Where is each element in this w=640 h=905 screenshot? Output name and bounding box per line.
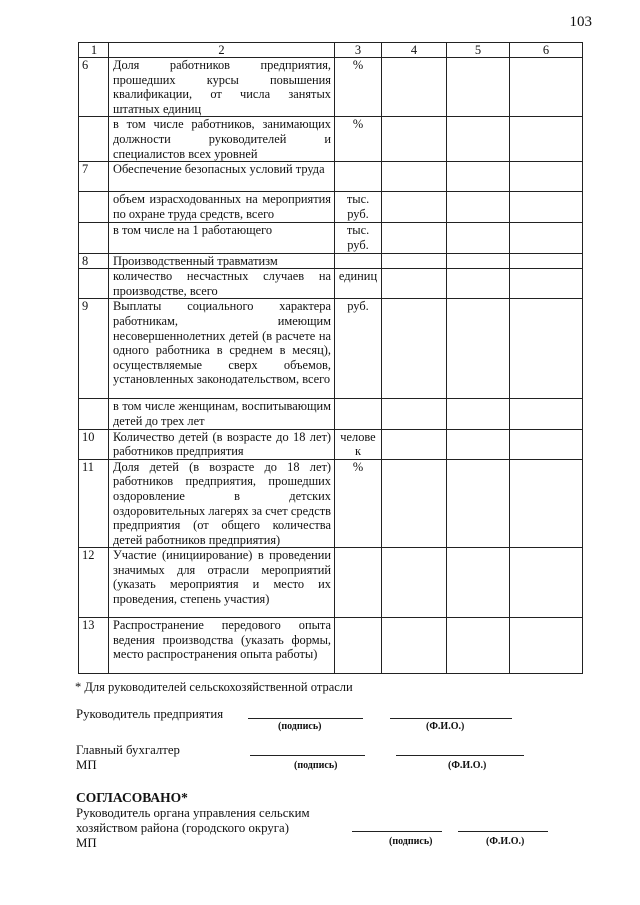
indicator-name: объем израсходованных на мероприятия по охране труда средств, всего xyxy=(109,192,335,223)
indicator-name: Количество детей (в возрасте до 18 лет) работников предприятия xyxy=(109,429,335,459)
value-cell[interactable] xyxy=(510,162,583,192)
row-number: 10 xyxy=(79,429,109,459)
value-cell[interactable] xyxy=(382,548,447,618)
unit-of-measure xyxy=(335,548,382,618)
indicators-table xyxy=(78,42,583,674)
value-cell[interactable] xyxy=(510,253,583,269)
agreed-name-line[interactable] xyxy=(458,831,548,832)
value-cell[interactable] xyxy=(510,117,583,162)
value-cell[interactable] xyxy=(382,117,447,162)
row-number: 12 xyxy=(79,548,109,618)
table-header-row xyxy=(79,43,583,58)
unit-of-measure xyxy=(335,399,382,429)
accountant-name-line[interactable] xyxy=(396,755,524,756)
agreed-name-hint: (Ф.И.О.) xyxy=(486,836,525,847)
unit-of-measure: % xyxy=(335,58,382,117)
value-cell[interactable] xyxy=(382,58,447,117)
table-row xyxy=(79,459,583,548)
indicator-name: в том числе женщинам, воспитывающим детей до трех лет xyxy=(109,399,335,429)
value-cell[interactable] xyxy=(382,253,447,269)
indicator-name: в том числе работников, занимающих должности руководителей и специалистов всех уровней xyxy=(109,117,335,162)
column-header: 6 xyxy=(510,43,583,58)
row-number: 6 xyxy=(79,58,109,117)
table-row xyxy=(79,269,583,299)
column-header: 3 xyxy=(335,43,382,58)
footnote: * Для руководителей сельскохозяйственной отрасли xyxy=(75,680,353,694)
value-cell[interactable] xyxy=(510,429,583,459)
agreed-line-1: Руководитель органа управления сельским xyxy=(76,806,310,820)
row-number xyxy=(79,399,109,429)
unit-of-measure: руб. xyxy=(335,299,382,399)
value-cell[interactable] xyxy=(447,117,510,162)
value-cell[interactable] xyxy=(382,192,447,223)
unit-of-measure: тыс. руб. xyxy=(335,192,382,223)
unit-of-measure: тыс. руб. xyxy=(335,223,382,253)
value-cell[interactable] xyxy=(447,429,510,459)
indicator-name: Доля детей (в возрасте до 18 лет) работников предприятия, прошедших оздоровление в детских оздоровительных лагерях за счет средств предприятия (от общего количества детей работников предприятия) xyxy=(109,459,335,548)
accountant-signature-label: Главный бухгалтер xyxy=(76,743,180,757)
unit-of-measure: % xyxy=(335,459,382,548)
unit-of-measure xyxy=(335,618,382,674)
column-header: 5 xyxy=(447,43,510,58)
table-row xyxy=(79,223,583,253)
value-cell[interactable] xyxy=(447,399,510,429)
head-signature-label: Руководитель предприятия xyxy=(76,707,224,721)
value-cell[interactable] xyxy=(510,459,583,548)
table-row xyxy=(79,253,583,269)
table-row xyxy=(79,162,583,192)
value-cell[interactable] xyxy=(382,269,447,299)
agreed-signature-line[interactable] xyxy=(352,831,442,832)
row-number: 7 xyxy=(79,162,109,192)
indicator-name: Распространение передового опыта ведения производства (указать формы, место распространения опыта работы) xyxy=(109,618,335,674)
row-number: 9 xyxy=(79,299,109,399)
table-row xyxy=(79,117,583,162)
agreed-line-2: хозяйством района (городского округа) xyxy=(76,821,289,835)
value-cell[interactable] xyxy=(510,269,583,299)
table-row xyxy=(79,192,583,223)
value-cell[interactable] xyxy=(447,459,510,548)
accountant-signature-hint: (подпись) xyxy=(294,760,338,771)
value-cell[interactable] xyxy=(447,223,510,253)
stamp-label: МП xyxy=(76,758,97,772)
agreed-signature-hint: (подпись) xyxy=(389,836,433,847)
value-cell[interactable] xyxy=(382,299,447,399)
row-number xyxy=(79,223,109,253)
value-cell[interactable] xyxy=(447,58,510,117)
table-row xyxy=(79,299,583,399)
row-number: 8 xyxy=(79,253,109,269)
accountant-signature-line[interactable] xyxy=(250,755,365,756)
row-number xyxy=(79,192,109,223)
table-row xyxy=(79,399,583,429)
unit-of-measure: челове к xyxy=(335,429,382,459)
value-cell[interactable] xyxy=(382,223,447,253)
indicator-name: количество несчастных случаев на производстве, всего xyxy=(109,269,335,299)
unit-of-measure: % xyxy=(335,117,382,162)
page-number: 103 xyxy=(569,14,592,30)
indicator-name: в том числе на 1 работающего xyxy=(109,223,335,253)
value-cell[interactable] xyxy=(447,269,510,299)
value-cell[interactable] xyxy=(510,223,583,253)
head-name-hint: (Ф.И.О.) xyxy=(426,721,465,732)
value-cell[interactable] xyxy=(382,162,447,192)
table-row xyxy=(79,58,583,117)
value-cell[interactable] xyxy=(510,548,583,618)
row-number: 13 xyxy=(79,618,109,674)
indicator-name: Выплаты социального характера работникам, имеющим несовершеннолетних детей (в расчете на одного работника в среднем в месяц), осуществляемые сверх объемов, установленных законодательством, всего xyxy=(109,299,335,399)
value-cell[interactable] xyxy=(382,429,447,459)
unit-of-measure xyxy=(335,162,382,192)
head-name-line[interactable] xyxy=(390,718,512,719)
unit-of-measure: единиц xyxy=(335,269,382,299)
value-cell[interactable] xyxy=(382,399,447,429)
value-cell[interactable] xyxy=(510,299,583,399)
row-number xyxy=(79,117,109,162)
row-number xyxy=(79,269,109,299)
value-cell[interactable] xyxy=(447,618,510,674)
indicator-name: Производственный травматизм xyxy=(109,253,335,269)
value-cell[interactable] xyxy=(447,192,510,223)
table-row xyxy=(79,548,583,618)
agreed-heading: СОГЛАСОВАНО* xyxy=(76,790,188,805)
column-header: 2 xyxy=(109,43,335,58)
indicator-name: Участие (инициирование) в проведении значимых для отрасли мероприятий (указать мероприятия и место их проведения, степень участия) xyxy=(109,548,335,618)
table-row xyxy=(79,429,583,459)
head-signature-line[interactable] xyxy=(248,718,363,719)
column-header: 1 xyxy=(79,43,109,58)
indicator-name: Обеспечение безопасных условий труда xyxy=(109,162,335,192)
value-cell[interactable] xyxy=(447,162,510,192)
accountant-name-hint: (Ф.И.О.) xyxy=(448,760,487,771)
value-cell[interactable] xyxy=(382,618,447,674)
agreed-stamp-label: МП xyxy=(76,836,97,850)
value-cell[interactable] xyxy=(447,253,510,269)
value-cell[interactable] xyxy=(510,58,583,117)
value-cell[interactable] xyxy=(510,399,583,429)
value-cell[interactable] xyxy=(447,548,510,618)
column-header: 4 xyxy=(382,43,447,58)
unit-of-measure xyxy=(335,253,382,269)
head-signature-hint: (подпись) xyxy=(278,721,322,732)
value-cell[interactable] xyxy=(510,192,583,223)
value-cell[interactable] xyxy=(510,618,583,674)
table-row xyxy=(79,618,583,674)
indicator-name: Доля работников предприятия, прошедших курсы повышения квалификации, от числа занятых штатных единиц xyxy=(109,58,335,117)
row-number: 11 xyxy=(79,459,109,548)
value-cell[interactable] xyxy=(447,299,510,399)
value-cell[interactable] xyxy=(382,459,447,548)
